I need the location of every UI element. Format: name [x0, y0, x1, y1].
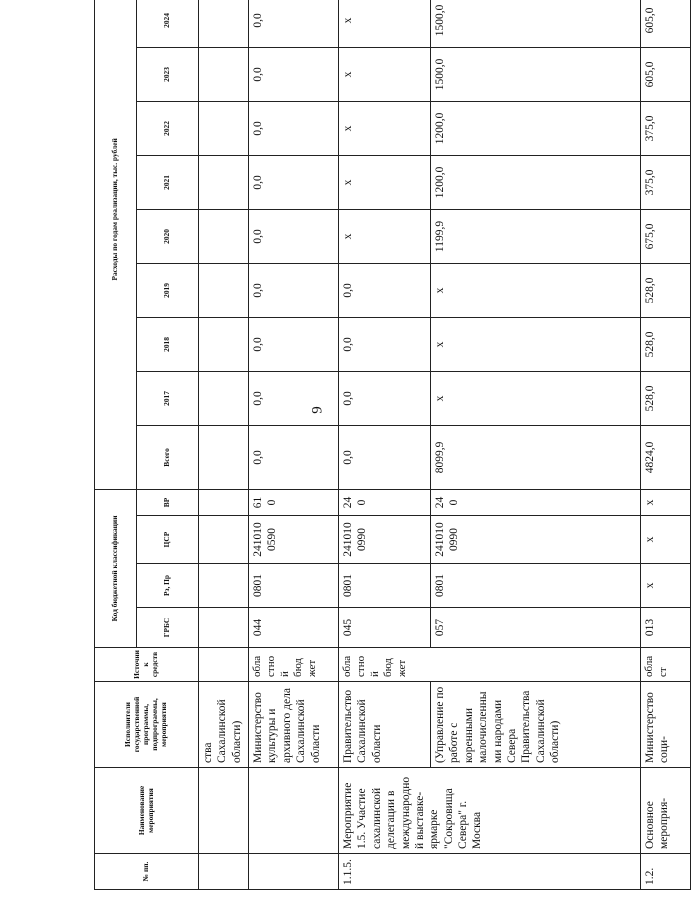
cell-name: Основное мероприя-	[641, 768, 691, 854]
cell-year	[199, 317, 249, 371]
cell-rzpr: 0801	[431, 564, 641, 608]
header-expenses-group: Расходы по годам реализации, тыс. рублей	[95, 0, 137, 489]
cell-year: 375,0	[641, 155, 691, 209]
cell-grbs: 044	[249, 608, 339, 648]
cell-year	[199, 101, 249, 155]
cell-year: х	[339, 47, 431, 101]
cell-total: 4824,0	[641, 425, 691, 489]
cell-year	[199, 155, 249, 209]
cell-name	[249, 768, 339, 854]
cell-csr: 2410100990	[339, 516, 431, 564]
cell-year: 1200,0	[431, 155, 641, 209]
cell-year: 0,0	[249, 371, 339, 425]
cell-year: х	[431, 317, 641, 371]
cell-rzpr: 0801	[249, 564, 339, 608]
cell-year: 0,0	[249, 47, 339, 101]
header-year-2020: 2020	[137, 209, 199, 263]
cell-total: 0,0	[249, 425, 339, 489]
cell-year: 1500,0	[431, 0, 641, 47]
cell-year: х	[339, 101, 431, 155]
cell-year	[199, 263, 249, 317]
cell-vr: х	[641, 489, 691, 515]
cell-year: 605,0	[641, 0, 691, 47]
cell-year: х	[339, 0, 431, 47]
cell-year: х	[339, 209, 431, 263]
cell-year: 0,0	[339, 371, 431, 425]
header-total: Всего	[137, 425, 199, 489]
cell-csr: 2410100990	[431, 516, 641, 564]
table-row	[249, 0, 339, 890]
cell-year: 0,0	[339, 317, 431, 371]
cell-grbs: 057	[431, 608, 641, 648]
cell-year	[199, 47, 249, 101]
header-executor: Исполнители государственной программы, подпрограммы, мероприятия	[95, 682, 199, 768]
cell-source: областной бюджет	[249, 648, 339, 682]
cell-executor: Министерство соци-	[641, 682, 691, 768]
cell-year: 0,0	[249, 209, 339, 263]
cell-year: х	[431, 371, 641, 425]
header-year-2024: 2024	[137, 0, 199, 47]
cell-executor: Министерство культуры и архивного дела Сахалинской области	[249, 682, 339, 768]
cell-year: 1500,0	[431, 47, 641, 101]
cell-year: 0,0	[249, 263, 339, 317]
cell-num: 1.2.	[641, 854, 691, 890]
table-row	[641, 0, 691, 890]
cell-year: 1199,9	[431, 209, 641, 263]
cell-year: 528,0	[641, 371, 691, 425]
cell-total: 8099,9	[431, 425, 641, 489]
document-page	[94, 4, 671, 890]
header-year-2018: 2018	[137, 317, 199, 371]
cell-year: 1200,0	[431, 101, 641, 155]
cell-csr: 2410100590	[249, 516, 339, 564]
cell-executor: ства Сахалинской области)	[199, 682, 249, 768]
table-row	[431, 0, 641, 890]
header-csr: ЦСР	[137, 516, 199, 564]
cell-rzpr: 0801	[339, 564, 431, 608]
table-row	[339, 0, 431, 890]
header-year-2019: 2019	[137, 263, 199, 317]
cell-total	[199, 425, 249, 489]
page-number: 9	[309, 406, 326, 414]
cell-name: Мероприятие 1.5. Участие сахалинской делегации в международной выставке-ярмарке "Сокровища Севера" г. Москва	[339, 768, 641, 854]
cell-name	[199, 768, 249, 854]
cell-rzpr: х	[641, 564, 691, 608]
cell-rzpr	[199, 564, 249, 608]
header-vr: ВР	[137, 489, 199, 515]
cell-vr: 240	[339, 489, 431, 515]
header-source: Источник средств	[95, 648, 199, 682]
cell-executor: (Управление по работе с коренными малочисленными народами Севера Правительства Сахалинской области)	[431, 682, 641, 768]
cell-year	[199, 209, 249, 263]
cell-num	[199, 854, 249, 890]
cell-year	[199, 371, 249, 425]
header-year-2022: 2022	[137, 101, 199, 155]
header-name: Наименование мероприятия	[95, 768, 199, 854]
cell-csr	[199, 516, 249, 564]
cell-csr: х	[641, 516, 691, 564]
header-num: № пп.	[95, 854, 199, 890]
cell-num: 1.1.5.	[339, 854, 641, 890]
header-year-2023: 2023	[137, 47, 199, 101]
cell-grbs: 045	[339, 608, 431, 648]
cell-source	[199, 648, 249, 682]
table-row	[199, 0, 249, 890]
cell-year: 675,0	[641, 209, 691, 263]
header-code-group: Код бюджетной классификации	[95, 489, 137, 647]
cell-year: 0,0	[249, 155, 339, 209]
cell-year: 0,0	[249, 0, 339, 47]
header-grbs: ГРБС	[137, 608, 199, 648]
cell-year: 375,0	[641, 101, 691, 155]
cell-year: 0,0	[249, 317, 339, 371]
cell-year: х	[431, 263, 641, 317]
cell-num	[249, 854, 339, 890]
header-year-2017: 2017	[137, 371, 199, 425]
cell-executor: Правительство Сахалинской области	[339, 682, 431, 768]
cell-year: 0,0	[249, 101, 339, 155]
cell-grbs	[199, 608, 249, 648]
cell-year	[199, 0, 249, 47]
cell-total: 0,0	[339, 425, 431, 489]
cell-year: 528,0	[641, 263, 691, 317]
cell-vr: 240	[431, 489, 641, 515]
cell-year: 605,0	[641, 47, 691, 101]
cell-year: 528,0	[641, 317, 691, 371]
cell-vr: 610	[249, 489, 339, 515]
cell-grbs: 013	[641, 608, 691, 648]
budget-table	[94, 0, 691, 890]
cell-year: х	[339, 155, 431, 209]
header-rzpr: Рз, Пр	[137, 564, 199, 608]
cell-vr	[199, 489, 249, 515]
cell-source: областной бюджет	[339, 648, 641, 682]
cell-source: област	[641, 648, 691, 682]
header-year-2021: 2021	[137, 155, 199, 209]
cell-year: 0,0	[339, 263, 431, 317]
